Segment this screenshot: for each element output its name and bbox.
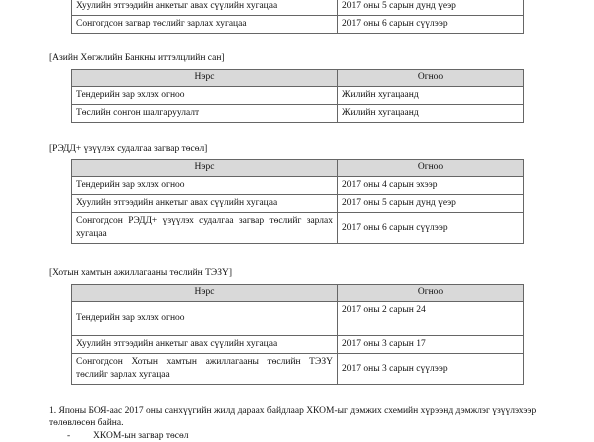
section-table bbox=[71, 284, 524, 385]
bullet-text: ХКОМ-ын загвар төсөл bbox=[93, 431, 189, 441]
table-cell: 2017 оны 3 сарын 17 bbox=[338, 336, 524, 354]
table-header-row bbox=[72, 70, 524, 87]
bullet-item bbox=[67, 430, 188, 442]
column-header: Огноо bbox=[338, 285, 524, 302]
section-table bbox=[71, 159, 524, 244]
column-header: Огноо bbox=[338, 160, 524, 177]
table-cell: Төслийн сонгон шалгаруулалт bbox=[72, 105, 338, 123]
table-cell: Хуулийн этгээдийн анкетыг авах сүүлийн хугацаа bbox=[72, 195, 338, 213]
bullet-dash: - bbox=[67, 431, 71, 441]
table-row bbox=[72, 105, 524, 123]
table-cell: Хуулийн этгээдийн анкетыг авах сүүлийн хугацаа bbox=[72, 0, 338, 16]
column-header: Огноо bbox=[338, 70, 524, 87]
section-heading: [Хотын хамтын ажиллагааны төслийн ТЭЗҮ] bbox=[49, 268, 233, 278]
table-cell: Сонгогдсон РЭДД+ үзүүлэх судалгаа загвар төслийг зарлах хугацаа bbox=[72, 213, 338, 244]
table-cell: Сонгогдсон Хотын хамтын ажиллагааны төслийн ТЭЗҮ төслийг зарлах хугацаа bbox=[72, 354, 338, 385]
table-cell: Тендерийн зар эхлэх огноо bbox=[72, 302, 338, 336]
table-cell: Тендерийн зар эхлэх огноо bbox=[72, 87, 338, 105]
table-cell: Сонгогдсон загвар төслийг зарлах хугацаа bbox=[72, 16, 338, 34]
table-cell: Жилийн хугацаанд bbox=[338, 105, 524, 123]
table-cell: 2017 оны 6 сарын сүүлээр bbox=[338, 16, 524, 34]
table-cell: 2017 оны 5 сарын дунд үеэр bbox=[338, 195, 524, 213]
section-heading: [РЭДД+ үзүүлэх судалгаа загвар төсөл] bbox=[49, 144, 208, 154]
table-cell: 2017 оны 6 сарын сүүлээр bbox=[338, 213, 524, 244]
table-row bbox=[72, 87, 524, 105]
table-cell: 2017 оны 2 сарын 24 bbox=[338, 302, 524, 336]
table-cell: Жилийн хугацаанд bbox=[338, 87, 524, 105]
table-row bbox=[72, 195, 524, 213]
table-row bbox=[72, 336, 524, 354]
table-header-row bbox=[72, 160, 524, 177]
section-table bbox=[71, 69, 524, 123]
table-row bbox=[72, 16, 524, 34]
column-header: Нэрс bbox=[72, 70, 338, 87]
table-cell: Хуулийн этгээдийн анкетыг авах сүүлийн хугацаа bbox=[72, 336, 338, 354]
table-row bbox=[72, 177, 524, 195]
table-row bbox=[72, 302, 524, 336]
column-header: Нэрс bbox=[72, 160, 338, 177]
section-heading: [Азийн Хөгжлийн Банкны иттэлцлийн сан] bbox=[49, 53, 225, 63]
table-cell: 2017 оны 5 сарын дунд үеэр bbox=[338, 0, 524, 16]
table-cell: 2017 оны 4 сарын эхээр bbox=[338, 177, 524, 195]
table-row bbox=[72, 213, 524, 244]
column-header: Нэрс bbox=[72, 285, 338, 302]
table-header-row bbox=[72, 285, 524, 302]
table-cell: Тендерийн зар эхлэх огноо bbox=[72, 177, 338, 195]
body-paragraph: 1. Японы БОЯ-аас 2017 оны санхүүгийн жилд дараах байдлаар ХКОМ-ыг дэмжих схемийн хүрээнд дэмжлэг үзүүлэхээр төлөвлөсөн байна. bbox=[49, 406, 537, 428]
top-table bbox=[71, 0, 524, 34]
table-cell: 2017 оны 3 сарын сүүлээр bbox=[338, 354, 524, 385]
table-row bbox=[72, 354, 524, 385]
table-row bbox=[72, 0, 524, 16]
